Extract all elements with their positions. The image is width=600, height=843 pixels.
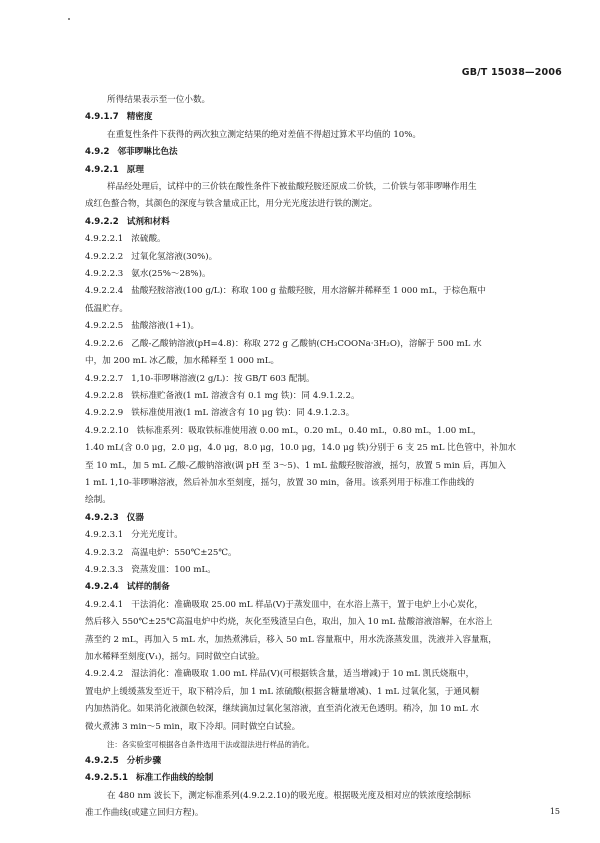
item-text: 高温电炉：550℃±25℃。 (131, 547, 237, 558)
paragraph-line: 置电炉上缓缓蒸发至近干，取下稍冷后，加 1 mL 浓硫酸(根据含糖量增减)、1 mL 过氧化氢，于通风橱 (85, 686, 480, 697)
paragraph-line: 1 mL 1,10-菲啰啉溶液，然后补加水至刻度，摇匀，放置 30 min，备用。该系列用于标准工作曲线的 (85, 477, 475, 488)
clause-number: 4.9.2.3.3 (85, 564, 124, 575)
section-heading (85, 144, 567, 161)
numbered-item (85, 597, 567, 614)
standard-code: GB/T 15038—2006 (461, 67, 562, 78)
item-text: 铁标准系列：吸取铁标准使用液 0.00 mL，0.20 mL，0.40 mL，0.80 mL，1.00 mL， (136, 425, 482, 436)
clause-number: 4.9.2.2.2 (85, 251, 124, 262)
paragraph-line: 中，加 200 mL 冰乙酸，加水稀释至 1 000 mL。 (85, 356, 280, 367)
heading-text: 仪器 (126, 512, 144, 523)
paragraph-line: 所得结果表示至一位小数。 (107, 95, 211, 105)
item-text: 瓷蒸发皿：100 mL。 (131, 564, 216, 575)
numbered-item (85, 545, 567, 562)
document-body (85, 92, 567, 823)
paragraph-line: 在重复性条件下获得的两次独立测定结果的绝对差值不得超过算术平均值的 10%。 (107, 129, 422, 140)
item-text: 过氧化氢溶液(30%)。 (131, 251, 218, 262)
clause-number: 4.9.2.5.1 (85, 773, 128, 784)
clause-number: 4.9.2.2.8 (85, 390, 124, 401)
numbered-item (85, 249, 567, 266)
clause-number: 4.9.2.2.4 (85, 286, 124, 297)
clause-number: 4.9.2.3 (85, 512, 119, 523)
clause-number: 4.9.2.4 (85, 582, 119, 593)
numbered-item (85, 423, 567, 440)
clause-number: 4.9.2.2.9 (85, 408, 124, 419)
clause-number: 4.9.2.2 (85, 216, 119, 227)
section-heading (85, 510, 567, 527)
numbered-item (85, 336, 567, 353)
item-text: 分光光度计。 (131, 530, 183, 541)
paragraph-line: 在 480 nm 波长下，测定标准系列(4.9.2.2.10)的吸光度。根据吸光度及相对应的铁浓度绘制标 (107, 790, 471, 801)
section-heading (85, 162, 567, 179)
numbered-item (85, 283, 567, 300)
clause-number: 4.9.2.2.10 (85, 425, 129, 436)
note (85, 736, 567, 753)
section-heading (85, 109, 567, 126)
section-heading (85, 770, 567, 787)
paragraph-line: 样品经处理后，试样中的三价铁在酸性条件下被盐酸羟胺还原成二价铁，二价铁与邻菲啰啉作用生 (107, 182, 477, 193)
paragraph-line: 内加热消化。如果消化液颜色较深，继续滴加过氧化氢溶液，直至消化液无色透明。稍冷，加 10 mL 水 (85, 704, 479, 715)
clause-number: 4.9.2.4.1 (85, 599, 124, 610)
section-heading (85, 579, 567, 596)
item-text: 1,10-菲啰啉溶液(2 g/L)：按 GB/T 603 配制。 (131, 373, 315, 384)
scan-speck (68, 18, 70, 20)
clause-number: 4.9.2.2.6 (85, 338, 124, 349)
clause-number: 4.9.2.1 (85, 164, 119, 175)
heading-text: 标准工作曲线的绘制 (135, 773, 214, 784)
clause-number: 4.9.2.2.5 (85, 321, 124, 332)
heading-text: 原理 (126, 164, 144, 175)
item-text: 湿法消化：准确吸取 1.00 mL 样品(V)(可根据铁含量，适当增减)于 10 mL 凯氏烧瓶中， (131, 669, 475, 680)
paragraph-line: 准工作曲线(或建立回归方程)。 (85, 808, 204, 819)
numbered-item (85, 231, 567, 248)
heading-text: 试样的制备 (126, 582, 170, 593)
numbered-item (85, 666, 567, 683)
heading-text: 邻菲啰啉比色法 (117, 147, 178, 158)
numbered-item (85, 527, 567, 544)
clause-number: 4.9.2.5 (85, 756, 119, 767)
heading-text: 试剂和材料 (126, 216, 170, 227)
paragraph-line: 绘制。 (85, 495, 111, 506)
numbered-item (85, 371, 567, 388)
clause-number: 4.9.1.7 (85, 112, 119, 123)
clause-number: 4.9.2.4.2 (85, 669, 124, 680)
numbered-item (85, 405, 567, 422)
numbered-item (85, 266, 567, 283)
note-text: 注：各实验室可根据各自条件选用干法或湿法进行样品的消化。 (107, 740, 314, 750)
item-text: 铁标准使用液(1 mL 溶液含有 10 μg 铁)：同 4.9.1.2.3。 (131, 408, 355, 419)
item-text: 盐酸羟胺溶液(100 g/L)：称取 100 g 盐酸羟胺，用水溶解并稀释至 1 000 mL，于棕色瓶中 (131, 286, 486, 297)
heading-text: 分析步骤 (126, 756, 162, 767)
paragraph-line: 至 10 mL，加 5 mL 乙酸-乙酸钠溶液(调 pH 至 3～5)、1 mL 盐酸羟胺溶液，摇匀，放置 5 min 后，再加入 (85, 460, 506, 471)
numbered-item (85, 562, 567, 579)
paragraph-line: 然后移入 550℃±25℃高温电炉中灼烧，灰化至残渣呈白色，取出，加入 10 mL 盐酸溶液溶解，在水浴上 (85, 617, 493, 628)
item-text: 氨水(25%～28%)。 (131, 269, 211, 280)
item-text: 浓硫酸。 (131, 234, 166, 245)
item-text: 铁标准贮备液(1 mL 溶液含有 0.1 mg 铁)：同 4.9.1.2.2。 (131, 390, 360, 401)
paragraph-line: 微火煮沸 3 min～5 min，取下冷却。同时做空白试验。 (85, 721, 301, 732)
clause-number: 4.9.2.3.1 (85, 530, 124, 541)
heading-text: 精密度 (126, 112, 153, 123)
item-text: 乙酸-乙酸钠溶液(pH=4.8)：称取 272 g 乙酸钠(CH₃COONa·3H₂O)，溶解于 500 mL 水 (131, 338, 482, 349)
item-text: 干法消化：准确吸取 25.00 mL 样品(V)于蒸发皿中，在水浴上蒸干，置于电炉上小心炭化， (131, 599, 484, 610)
paragraph-line: 成红色螯合物，其颜色的深度与铁含量成正比，用分光光度法进行铁的测定。 (85, 199, 378, 210)
numbered-item (85, 318, 567, 335)
clause-number: 4.9.2.2.3 (85, 269, 124, 280)
clause-number: 4.9.2.2.7 (85, 373, 124, 384)
clause-number: 4.9.2.2.1 (85, 234, 124, 245)
page-number: 15 (549, 807, 560, 816)
clause-number: 4.9.2.3.2 (85, 547, 124, 558)
paragraph-line: 低温贮存。 (85, 303, 128, 314)
numbered-item (85, 388, 567, 405)
paragraph-line: 1.40 mL(含 0.0 μg，2.0 μg，4.0 μg，8.0 μg，10.0 μg，14.0 μg 铁)分别于 6 支 25 mL 比色管中，补加水 (85, 443, 516, 454)
section-heading (85, 214, 567, 231)
section-heading (85, 753, 567, 770)
paragraph-line: 蒸至约 2 mL，再加入 5 mL 水，加热煮沸后，移入 50 mL 容量瓶中，用水洗涤蒸发皿，洗液并入容量瓶， (85, 634, 497, 645)
paragraph-line: 加水稀释至刻度(V₁)，摇匀。同时做空白试验。 (85, 652, 265, 662)
clause-number: 4.9.2 (85, 147, 110, 158)
item-text: 盐酸溶液(1+1)。 (131, 321, 200, 332)
